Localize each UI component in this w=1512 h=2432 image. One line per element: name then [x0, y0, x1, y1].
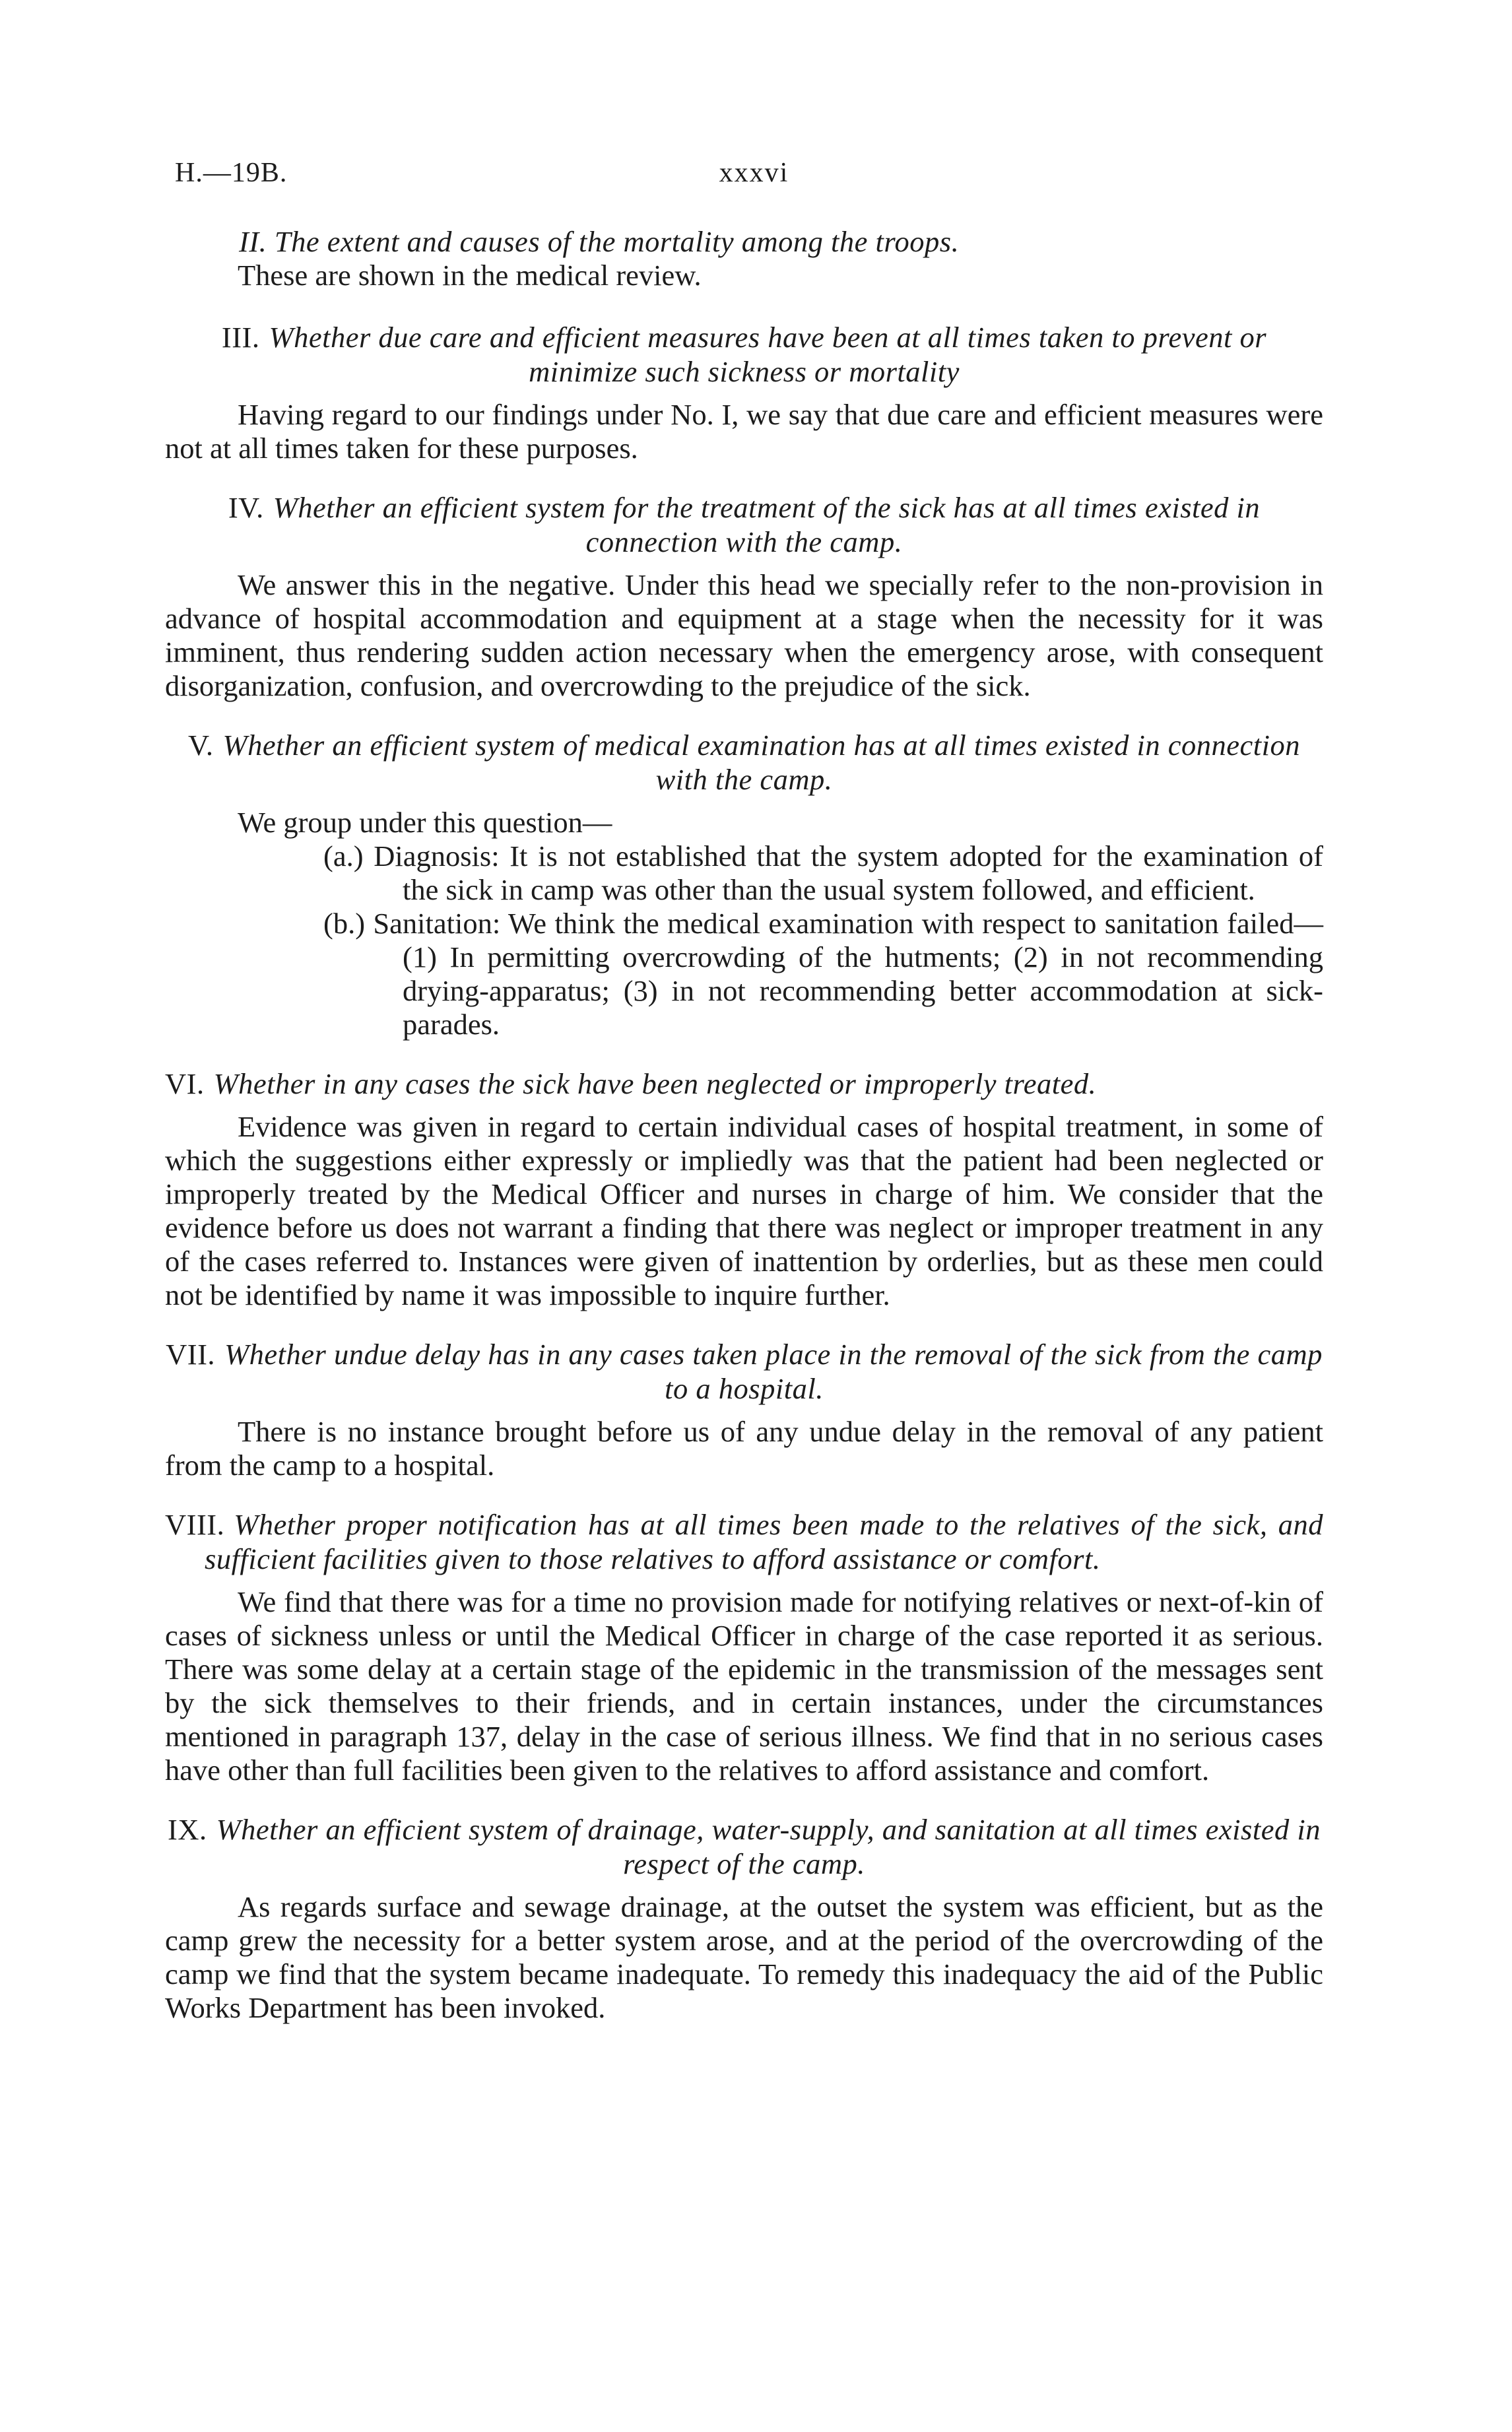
section-6-paragraph: Evidence was given in regard to certain individual cases of hospital treatment, in some of which the suggestions either expressly or impliedly was that the patient had been neglected or improperly treated by the Medical Officer and nurses in charge of him. We consider that the evidence before us does not warrant a finding that there was neglect or improper treatment in any of the cases referred to. Instances were given of inattention by orderlies, but as these men could not be identified by name it was impossible to inquire further.	[165, 1110, 1323, 1311]
section-7-paragraph: There is no instance brought before us of any undue delay in the removal of any patient from the camp to a hospital.	[165, 1415, 1323, 1482]
section-2-heading: II. The extent and causes of the mortality among the troops.	[239, 225, 960, 258]
section-7-heading-text: Whether undue delay has in any cases taken place in the removal of the sick from the camp to a hospital.	[224, 1338, 1323, 1405]
section-9-heading-text: Whether an efficient system of drainage, water-supply, and sanitation at all times existed in respect of the camp.	[216, 1813, 1321, 1880]
section-4-heading-text: Whether an efficient system for the treatment of the sick has at all times existed in connection with the camp.	[273, 491, 1261, 558]
section-8-numeral: VIII.	[165, 1508, 225, 1541]
section-9-numeral: IX.	[168, 1813, 207, 1846]
section-4-numeral: IV.	[228, 491, 264, 524]
section-6-heading-text: Whether in any cases the sick have been neglected or improperly treated.	[213, 1067, 1097, 1100]
section-2-paragraph: These are shown in the medical review.	[238, 259, 702, 292]
section-3-heading	[165, 320, 1323, 389]
section-4-paragraph: We answer this in the negative. Under this head we specially refer to the non-provision in advance of hospital accommodation and equipment at a stage when the necessity for it was imminent, thus rendering sudden action necessary when the emergency arose, with consequent disorganization, confusion, and overcrowding to the prejudice of the sick.	[165, 568, 1323, 702]
section-3-paragraph: Having regard to our findings under No. I, we say that due care and efficient measures were not at all times taken for these purposes.	[165, 398, 1323, 465]
section-6-heading	[165, 1067, 1323, 1101]
section-5-heading	[165, 728, 1323, 797]
section-8-paragraph: We find that there was for a time no provision made for notifying relatives or next-of-kin of cases of sickness unless or until the Medical Officer in charge of the case reported it as serious. There was some delay at a certain stage of the epidemic in the transmission of the messages sent by the sick themselves to their friends, and in certain instances, under the circumstances mentioned in paragraph 137, delay in the case of serious illness. We find that in no serious cases have other than full facilities been given to the relatives to afford assistance and comfort.	[165, 1585, 1323, 1787]
page-body	[165, 224, 1323, 2025]
section-7-numeral: VII.	[166, 1338, 216, 1371]
section-9-paragraph: As regards surface and sewage drainage, at the outset the system was efficient, but as the camp grew the necessity for a better system arose, and at the period of the overcrowding of the camp we find that the system became inadequate. To remedy this inadequacy the aid of the Public Works Department has been invoked.	[165, 1890, 1323, 2024]
section-5-heading-text: Whether an efficient system of medical examination has at all times existed in connection with the camp.	[222, 729, 1301, 796]
section-9-heading	[165, 1812, 1323, 1881]
section-8-heading	[165, 1507, 1323, 1576]
section-5-intro: We group under this question—	[238, 806, 612, 839]
section-3-heading-text: Whether due care and efficient measures have been at all times taken to prevent or minimize such sickness or mortality	[269, 321, 1267, 388]
section-5-item-a: (a.) Diagnosis: It is not established that the system adopted for the examination of the sick in camp was other than the usual system followed, and efficient.	[323, 839, 1323, 906]
document-reference: H.—19B.	[175, 158, 288, 188]
section-3-numeral: III.	[221, 321, 260, 354]
section-7-heading	[165, 1337, 1323, 1406]
section-5-item-b: (b.) Sanitation: We think the medical examination with respect to sanitation failed—(1) In permitting overcrowding of the hutments; (2) in not recommending drying-apparatus; (3) in not recommending better accommodation at sick-parades.	[323, 907, 1323, 1041]
section-4-heading	[165, 490, 1323, 559]
page-header	[175, 157, 1333, 197]
section-6-numeral: VI.	[165, 1067, 205, 1100]
section-8-heading-text: Whether proper notification has at all times been made to the relatives of the sick, and sufficient facilities given to those relatives to afford assistance or comfort.	[205, 1508, 1323, 1575]
page-number: xxxvi	[719, 158, 789, 188]
section-5-numeral: V.	[187, 729, 214, 762]
